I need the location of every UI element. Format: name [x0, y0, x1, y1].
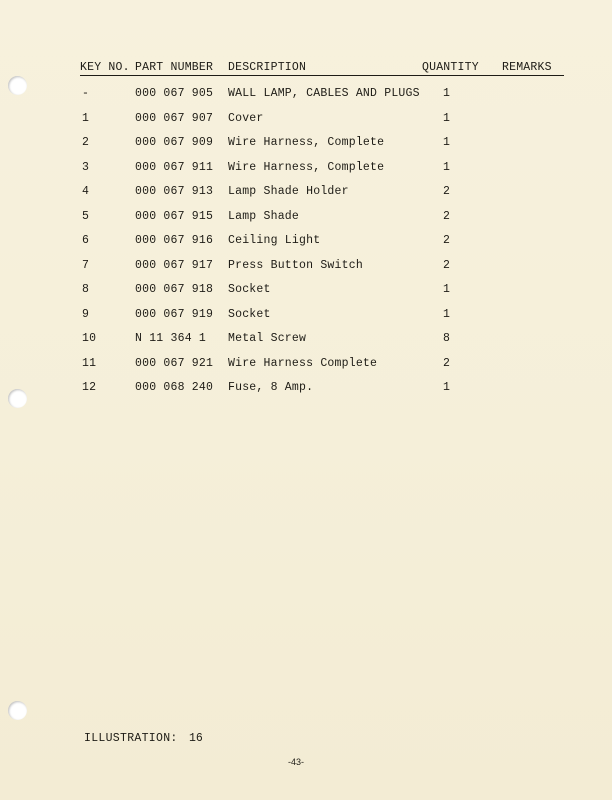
key-cell: 2	[82, 136, 90, 149]
quantity-cell: 1	[443, 283, 451, 296]
table-row	[0, 308, 612, 328]
part-number-cell: 000 067 915	[135, 209, 214, 223]
quantity-cell: 1	[443, 111, 451, 125]
description-cell: Wire Harness, Complete	[228, 160, 385, 174]
key-cell: 4	[82, 185, 90, 198]
table-row	[0, 283, 612, 303]
table-row	[0, 87, 612, 107]
page-number: -43-	[288, 757, 305, 767]
part-number-cell: 000 067 919	[135, 307, 214, 321]
key-cell: 10	[82, 332, 97, 345]
part-number-cell: N 11 364 1	[135, 332, 207, 345]
quantity-cell: 2	[443, 234, 451, 247]
part-number-cell: 000 067 921	[135, 356, 214, 370]
table-row	[0, 259, 612, 279]
table-row	[0, 357, 612, 377]
key-cell: -	[82, 87, 90, 100]
header-part-number: PART NUMBER	[135, 61, 214, 74]
table-row	[0, 234, 612, 254]
table-row	[0, 381, 612, 401]
illustration-number: 16	[189, 732, 203, 745]
part-number-cell: 000 068 240	[135, 381, 214, 394]
description-cell: Ceiling Light	[228, 234, 321, 247]
key-cell: 1	[82, 111, 90, 125]
table-row	[0, 161, 612, 181]
part-number-cell: 000 067 909	[135, 136, 214, 149]
header-key-no: KEY NO.	[80, 61, 130, 74]
description-cell: Socket	[228, 307, 271, 321]
description-cell: Lamp Shade Holder	[228, 185, 349, 198]
key-cell: 7	[82, 258, 90, 272]
quantity-cell: 1	[443, 87, 451, 100]
key-cell: 5	[82, 209, 90, 223]
part-number-cell: 000 067 917	[135, 258, 214, 272]
description-cell: Fuse, 8 Amp.	[228, 381, 314, 394]
description-cell: Lamp Shade	[228, 209, 300, 223]
table-row	[0, 185, 612, 205]
header-description: DESCRIPTION	[228, 61, 307, 74]
key-cell: 11	[82, 356, 97, 370]
quantity-cell: 1	[443, 160, 451, 174]
quantity-cell: 1	[443, 136, 451, 149]
description-cell: Socket	[228, 283, 271, 296]
part-number-cell: 000 067 911	[135, 160, 214, 174]
quantity-cell: 8	[443, 332, 451, 345]
quantity-cell: 2	[443, 356, 451, 370]
description-cell: Metal Screw	[228, 332, 307, 345]
key-cell: 12	[82, 381, 97, 394]
quantity-cell: 1	[443, 307, 451, 321]
illustration-label: ILLUSTRATION:	[84, 732, 178, 745]
table-row	[0, 332, 612, 352]
description-cell: WALL LAMP, CABLES AND PLUGS	[228, 87, 420, 100]
header-underline	[80, 75, 564, 76]
description-cell: Press Button Switch	[228, 258, 363, 272]
table-row	[0, 136, 612, 156]
description-cell: Cover	[228, 111, 264, 125]
key-cell: 8	[82, 283, 90, 296]
quantity-cell: 1	[443, 381, 451, 394]
part-number-cell: 000 067 907	[135, 111, 214, 125]
table-row	[0, 210, 612, 230]
quantity-cell: 2	[443, 258, 451, 272]
header-remarks: REMARKS	[502, 61, 552, 74]
description-cell: Wire Harness Complete	[228, 356, 378, 370]
part-number-cell: 000 067 918	[135, 283, 214, 296]
description-cell: Wire Harness, Complete	[228, 136, 385, 149]
key-cell: 3	[82, 160, 90, 174]
key-cell: 6	[82, 234, 90, 247]
part-number-cell: 000 067 905	[135, 87, 214, 100]
quantity-cell: 2	[443, 185, 451, 198]
table-row	[0, 112, 612, 132]
key-cell: 9	[82, 307, 90, 321]
part-number-cell: 000 067 913	[135, 185, 214, 198]
quantity-cell: 2	[443, 209, 451, 223]
binder-hole-bottom	[8, 701, 27, 720]
header-quantity: QUANTITY	[422, 61, 479, 74]
part-number-cell: 000 067 916	[135, 234, 214, 247]
